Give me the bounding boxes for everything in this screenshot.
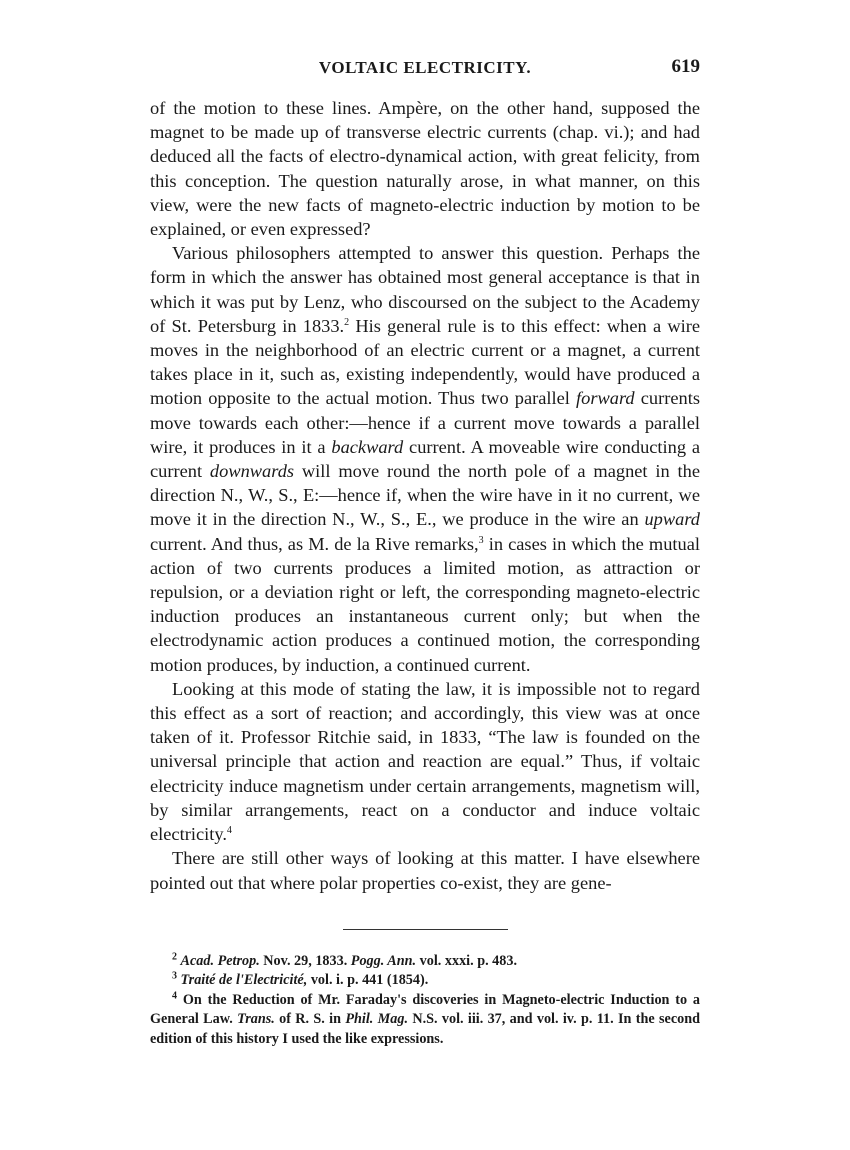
footnotes (150, 952, 700, 1050)
footnote-2: $^2$ Acad. Petrop. Nov. 29, 1833. Pogg. Ann. vol. xxxi. p. 483. (172, 950, 518, 969)
book-page (150, 50, 700, 1049)
running-head (150, 50, 700, 80)
paragraph-1: of the motion to these lines. Ampère, on the other hand, supposed the magnet to be made up of transverse electric currents (chap. vi.); and had deduced all the facts of electro-dynamical action, with great felicity, from this conception. The question naturally arose, in what manner, on this view, were the new facts of magneto-electric induction by motion to be explained, or even expressed? (150, 98, 700, 240)
footnote-ref-2: 2 (344, 316, 350, 328)
paragraph-4: There are still other ways of looking at this matter. I have elsewhere pointed out that where polar properties co-exist, they are gene- (150, 848, 700, 893)
running-title: VOLTAIC ELECTRICITY. (318, 58, 532, 77)
body-text (150, 96, 700, 895)
paragraph-2: Various philosophers attempted to answer this question. Perhaps the form in which the answer has obtained most general acceptance is that in which it was put by Lenz, who discoursed on the subject to the Academy of St. Petersburg in 1833.$^2$ His general rule is to this effect: when a wire moves in the neighborhood of an electric current or a magnet, a current takes place in it, such as, existing independently, would have produced a motion opposite to the actual motion. Thus two parallel forward currents move towards each other:—hence if a current move towards a parallel wire, it produces in it a backward current. A moveable wire conducting a current downwards will move round the north pole of a magnet in the direction N., W., S., E:—hence if, when the wire have in it no current, we move it in the direction N., W., S., E., we produce in the wire an upward current. And thus, as M. de la Rive remarks,$^3$ in cases in which the mutual action of two currents produces a limited motion, as attraction or repulsion, or a deviation right or left, the corresponding magneto-electric induction produces an instantaneous current only; but when the electrodynamic action produces a continued motion, the corresponding motion produces, by induction, a continued current. (150, 243, 701, 675)
page-number: 619 (671, 56, 700, 77)
footnote-ref-4: 4 (226, 824, 232, 836)
footnote-4: $^4$ On the Reduction of Mr. Faraday's discoveries in Magneto-electric Induction to a General Law. Trans. of R. S. in Phil. Mag. N.S. vol. iii. 37, and vol. iv. p. 11. In the second edition of this history I used the like expressions. (150, 989, 701, 1047)
footnote-divider (343, 929, 508, 930)
paragraph-3: Looking at this mode of stating the law, it is impossible not to regard this effect as a sort of reaction; and accordingly, this view was at once taken of it. Professor Ritchie said, in 1833, “The law is founded on the universal principle that action and reaction are equal.” Thus, if voltaic electricity induce magnetism under certain arrangements, magnetism will, by similar arrangements, react on a conductor and induce voltaic electricity.$^4$ (150, 678, 700, 845)
footnote-3: $^3$ Traité de l'Electricité, vol. i. p. 441 (1854). (172, 970, 429, 989)
footnote-ref-3: 3 (478, 534, 484, 546)
